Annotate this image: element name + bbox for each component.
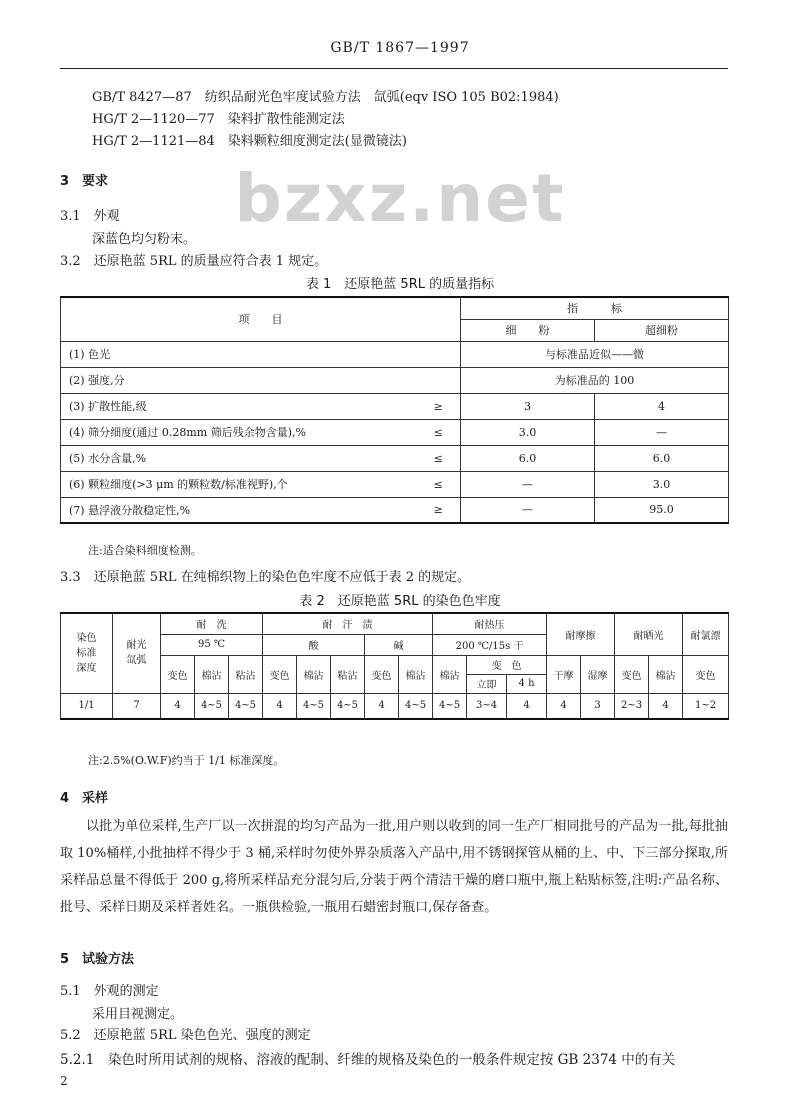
row-operator: ≤: [417, 471, 461, 497]
table-1-header-fine: 细 粉: [461, 319, 595, 341]
t2-header-alkali: 碱: [365, 634, 433, 655]
t2-sub-wash-change: 变色: [161, 655, 195, 693]
row-fine-value: 3: [461, 393, 595, 419]
t2-header-discolor: 变 色: [467, 655, 547, 674]
section-3-title: 3 要求: [60, 174, 109, 189]
section-5-1-text: 采用目视测定。: [92, 1007, 184, 1022]
t2-sub-immediate: 立即: [467, 674, 507, 693]
row-superfine-value: —: [595, 419, 729, 445]
row-label: (3) 扩散性能,级: [61, 393, 417, 419]
section-3-2-text: 3.2 还原艳蓝 5RL 的质量应符合表 1 规定。: [60, 254, 328, 269]
t2-header-hotpress-cond: 200 ℃/15s 干: [433, 634, 547, 655]
t2-sub-acid-change: 变色: [263, 655, 297, 693]
t2-sub-alkali-change: 变色: [365, 655, 399, 693]
watermark: bzxz.net: [234, 160, 566, 237]
table-1-note: 注:适合染料细度检测。: [88, 544, 202, 557]
row-label: (6) 颗粒细度(>3 μm 的颗粒数/标准视野),个: [61, 471, 417, 497]
row-superfine-value: 4: [595, 393, 729, 419]
t2-sub-acid-wool: 粘沾: [331, 655, 365, 693]
t2-cell: 4~5: [195, 693, 229, 719]
t2-header-wash-temp: 95 ℃: [161, 634, 263, 655]
reference-line: GB/T 8427—87 纺织品耐光色牢度试验方法 氙弧(eqv ISO 105 B02:1984): [92, 90, 559, 105]
t2-sub-sunlight-cotton: 棉沾: [649, 655, 683, 693]
t2-cell: 2~3: [615, 693, 649, 719]
table-2-note: 注:2.5%(O.W.F)约当于 1/1 标准深度。: [88, 754, 285, 767]
t2-header-sweat: 耐 汗 渍: [263, 613, 433, 634]
table-row: [61, 445, 729, 471]
row-merged-value: 与标准品近似——微: [461, 341, 729, 367]
t2-cell: 4: [649, 693, 683, 719]
table-1: [60, 296, 729, 524]
t2-header-sunlight: 耐晒光: [615, 613, 683, 655]
row-label: (2) 强度,分: [61, 367, 417, 393]
t2-header-chlorine: 耐氯漂: [683, 613, 729, 655]
row-merged-value: 为标准品的 100: [461, 367, 729, 393]
t2-header-rub: 耐摩擦: [547, 613, 615, 655]
row-fine-value: —: [461, 497, 595, 523]
running-header: GB/T 1867—1997: [330, 40, 470, 56]
section-5-1-title: 5.1 外观的测定: [60, 984, 159, 999]
section-5-2-title: 5.2 还原艳蓝 5RL 染色色光、强度的测定: [60, 1028, 311, 1043]
t2-header-wash: 耐 洗: [161, 613, 263, 634]
table-row: [61, 393, 729, 419]
t2-header-light: 耐光 氙弧: [113, 613, 161, 693]
table-1-header-superfine: 超细粉: [595, 319, 729, 341]
t2-cell: 4: [547, 693, 581, 719]
section-4-title: 4 采样: [60, 791, 109, 806]
t2-cell: 4~5: [331, 693, 365, 719]
t2-sub-alkali-cotton: 棉沾: [399, 655, 433, 693]
t2-cell: 4: [507, 693, 547, 719]
table-2-caption: 表 2 还原艳蓝 5RL 的染色色牢度: [299, 594, 501, 609]
table-1-header-item: 项 目: [61, 297, 461, 341]
t2-cell: 4: [365, 693, 399, 719]
row-label: (1) 色光: [61, 341, 417, 367]
t2-cell: 4~5: [433, 693, 467, 719]
table-row: [61, 419, 729, 445]
row-fine-value: 6.0: [461, 445, 595, 471]
t2-cell: 4~5: [399, 693, 433, 719]
row-superfine-value: 3.0: [595, 471, 729, 497]
section-3-3-text: 3.3 还原艳蓝 5RL 在纯棉织物上的染色色牢度不应低于表 2 的规定。: [60, 570, 471, 585]
reference-line: HG/T 2—1121—84 染料颗粒细度测定法(显微镜法): [92, 134, 407, 149]
section-5-2-1-text: 5.2.1 染色时所用试剂的规格、溶液的配制、纤维的规格及染色的一般条件规定按 GB 2374 中的有关: [60, 1052, 676, 1068]
section-4-text: 以批为单位采样,生产厂以一次拼混的均匀产品为一批,用户则以收到的同一生产厂相同批号的产品为一批,每批抽取 10%桶样,小批抽样不得少于 3 桶,采样时勿使外界杂质落入产品中,用不锈钢探管从桶的上、中、下三部分探取,所采样品总量不得低于 200 g,将所采样品充分混匀后,分装于两个清洁干燥的磨口瓶中,瓶上粘贴标签,注明:产品名称、批号、采样日期及采样者姓名。一瓶供检验,一瓶用石蜡密封瓶口,保存备查。: [60, 819, 728, 915]
row-label: (7) 悬浮液分散稳定性,%: [61, 497, 417, 523]
t2-sub-sunlight-change: 变色: [615, 655, 649, 693]
t2-cell: 4: [263, 693, 297, 719]
page-number: 2: [60, 1074, 68, 1088]
t2-sub-4h: 4 h: [507, 674, 547, 693]
row-operator: [417, 341, 461, 367]
row-fine-value: —: [461, 471, 595, 497]
t2-sub-hotpress-cotton: 棉沾: [433, 655, 467, 693]
t2-header-hotpress: 耐热压: [433, 613, 547, 634]
table-row: [61, 341, 729, 367]
reference-line: HG/T 2—1120—77 染料扩散性能测定法: [92, 112, 345, 127]
row-operator: [417, 367, 461, 393]
row-superfine-value: 95.0: [595, 497, 729, 523]
t2-cell: 3: [581, 693, 615, 719]
row-label: (5) 水分含量,%: [61, 445, 417, 471]
t2-cell: 4: [161, 693, 195, 719]
t2-cell: 7: [113, 693, 161, 719]
t2-cell: 4~5: [297, 693, 331, 719]
row-fine-value: 3.0: [461, 419, 595, 445]
table-row: [61, 367, 729, 393]
table-1-caption: 表 1 还原艳蓝 5RL 的质量指标: [305, 277, 495, 292]
table-2: [60, 612, 729, 720]
row-operator: ≥: [417, 393, 461, 419]
header-rule: [60, 68, 728, 69]
t2-cell: 4~5: [229, 693, 263, 719]
section-3-1-title: 3.1 外观: [60, 209, 120, 224]
t2-sub-rub-dry: 干摩: [547, 655, 581, 693]
table-row: [61, 471, 729, 497]
t2-sub-rub-wet: 湿摩: [581, 655, 615, 693]
row-label: (4) 筛分细度(通过 0.28mm 筛后残余物含量),%: [61, 419, 417, 445]
t2-sub-wash-cotton: 棉沾: [195, 655, 229, 693]
t2-sub-wash-wool: 粘沾: [229, 655, 263, 693]
row-operator: ≤: [417, 419, 461, 445]
t2-header-depth: 染色 标准 深度: [61, 613, 113, 693]
table-row: [61, 693, 729, 719]
row-superfine-value: 6.0: [595, 445, 729, 471]
section-3-1-text: 深蓝色均匀粉末。: [92, 232, 197, 247]
t2-header-acid: 酸: [263, 634, 365, 655]
section-5-title: 5 试验方法: [60, 952, 135, 967]
t2-cell: 1/1: [61, 693, 113, 719]
table-1-header-index: 指 标: [461, 297, 729, 319]
row-operator: ≥: [417, 497, 461, 523]
row-operator: ≤: [417, 445, 461, 471]
section-4-body: [60, 813, 728, 921]
t2-sub-chlorine-change: 变色: [683, 655, 729, 693]
t2-sub-acid-cotton: 棉沾: [297, 655, 331, 693]
t2-cell: 3~4: [467, 693, 507, 719]
table-row: [61, 497, 729, 523]
t2-cell: 1~2: [683, 693, 729, 719]
